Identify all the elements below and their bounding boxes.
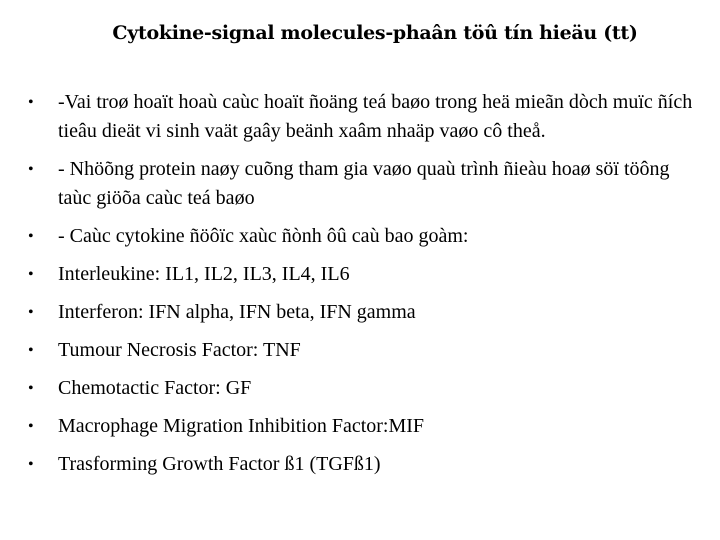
- bullet-item: [24, 222, 694, 251]
- bullet-text: Trasforming Growth Factor ß1 (TGFß1): [58, 453, 381, 475]
- bullet-icon: •: [28, 94, 34, 111]
- bullet-item: [24, 412, 694, 441]
- bullet-text: Tumour Necrosis Factor: TNF: [58, 339, 301, 361]
- bullet-item: [24, 155, 694, 213]
- bullet-text: -Vai troø hoaït hoaù caùc hoaït ñoäng teá baøo trong heä mieãn dòch muïc ñích tieâu dieät vi sinh vaät gaây beänh xaâm nhaäp vaøo cô theå.: [58, 91, 693, 142]
- bullet-icon: •: [28, 161, 34, 178]
- bullet-text: Interferon: IFN alpha, IFN beta, IFN gamma: [58, 301, 416, 323]
- bullet-item: [24, 336, 694, 365]
- bullet-text: Chemotactic Factor: GF: [58, 377, 252, 399]
- bullet-item: [24, 260, 694, 289]
- bullet-item: [24, 298, 694, 327]
- bullet-icon: •: [28, 304, 34, 321]
- bullet-icon: •: [28, 380, 34, 397]
- bullet-text: - Caùc cytokine ñöôïc xaùc ñònh ôû caù bao goàm:: [58, 225, 469, 247]
- bullet-text: Interleukine: IL1, IL2, IL3, IL4, IL6: [58, 263, 350, 285]
- bullet-list: [24, 88, 694, 488]
- bullet-icon: •: [28, 228, 34, 245]
- slide-title: Cytokine-signal molecules-phaân töû tín hieäu (tt): [112, 22, 638, 44]
- bullet-item: [24, 374, 694, 403]
- bullet-icon: •: [28, 456, 34, 473]
- bullet-text: - Nhöõng protein naøy cuõng tham gia vaøo quaù trình ñieàu hoaø söï töông taùc giöõa caùc teá baøo: [58, 158, 670, 209]
- bullet-icon: •: [28, 342, 34, 359]
- bullet-text: Macrophage Migration Inhibition Factor:MIF: [58, 415, 425, 437]
- bullet-icon: •: [28, 266, 34, 283]
- bullet-item: [24, 88, 694, 146]
- bullet-item: [24, 450, 694, 479]
- bullet-icon: •: [28, 418, 34, 435]
